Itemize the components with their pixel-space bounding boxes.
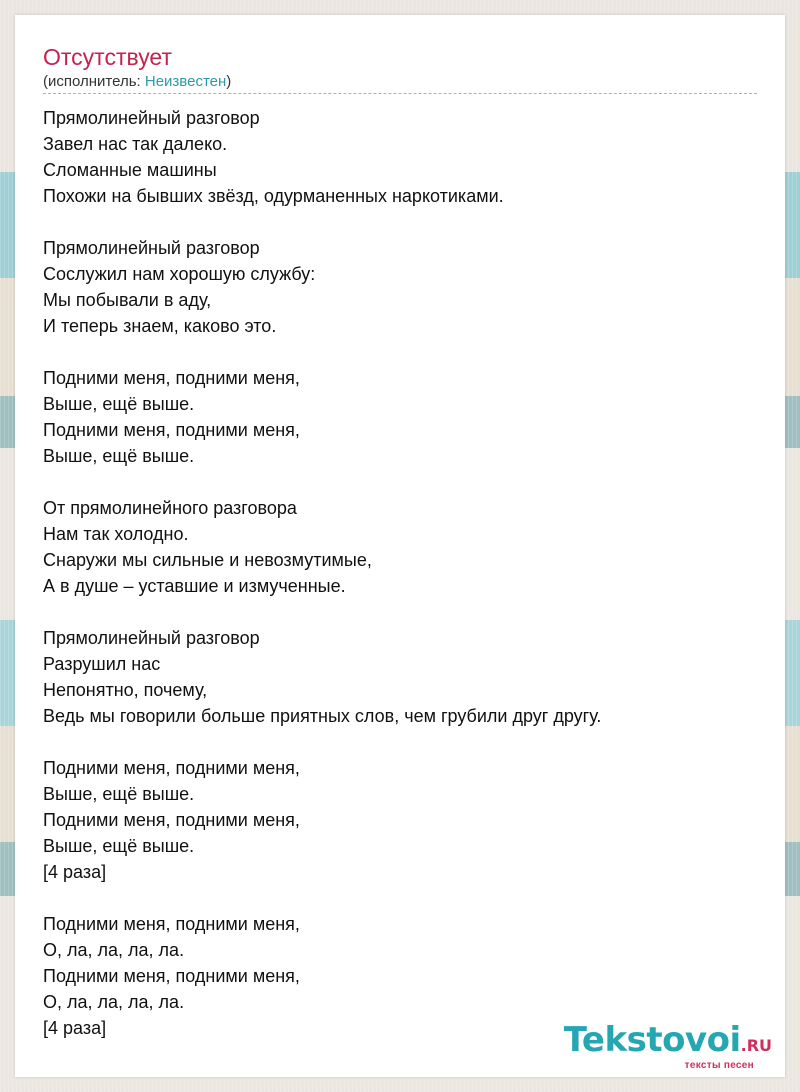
lyric-line: Прямолинейный разговор [43,108,260,128]
lyric-line: Прямолинейный разговор [43,238,260,258]
lyric-line: Непонятно, почему, [43,680,208,700]
lyric-line: Завел нас так далеко. [43,134,228,154]
stanza-break [43,209,601,235]
lyric-line: Подними меня, подними меня, [43,914,300,934]
lyrics-text [43,105,601,1041]
lyric-line: Подними меня, подними меня, [43,758,300,778]
lyric-line: Мы побывали в аду, [43,290,212,310]
lyric-line: Сослужил нам хорошую службу: [43,264,316,284]
lyric-line: Подними меня, подними меня, [43,810,300,830]
lyric-line: О, ла, ла, ла, ла. [43,992,185,1012]
site-logo[interactable] [564,1022,772,1072]
lyric-line: Ведь мы говорили больше приятных слов, чем грубили друг другу. [43,706,602,726]
performer-prefix: (исполнитель: [43,73,145,90]
lyric-line: Подними меня, подними меня, [43,368,300,388]
stanza-break [43,469,601,495]
lyric-line: Выше, ещё выше. [43,784,195,804]
lyric-line: Прямолинейный разговор [43,628,260,648]
lyric-line: [4 раза] [43,862,107,882]
lyric-line: Разрушил нас [43,654,161,674]
lyric-line: От прямолинейного разговора [43,498,297,518]
lyric-line: Похожи на бывших звёзд, одурманенных наркотиками. [43,186,504,206]
performer-link[interactable]: Неизвестен [144,73,227,90]
performer-suffix: ) [226,73,232,90]
performer-line [43,73,231,91]
logo-wordmark [564,1022,772,1064]
lyric-line: О, ла, ла, ла, ла. [43,940,185,960]
lyric-line: А в душе – уставшие и измученные. [43,576,346,596]
lyric-line: Снаружи мы сильные и невозмутимые, [43,550,372,570]
lyric-line: Выше, ещё выше. [43,836,195,856]
logo-tagline: тексты песен [684,1060,754,1071]
header-divider [43,93,757,94]
logo-name: Tekstovoi [563,1020,741,1060]
lyric-line: Сломанные машины [43,160,217,180]
stanza-break [43,729,601,755]
stanza-break [43,885,601,911]
lyric-line: Подними меня, подними меня, [43,420,300,440]
lyric-line: Выше, ещё выше. [43,394,195,414]
lyric-line: Выше, ещё выше. [43,446,195,466]
lyric-line: Подними меня, подними меня, [43,966,300,986]
stanza-break [43,599,601,625]
lyric-line: Нам так холодно. [43,524,189,544]
song-title: Отсутствует [43,44,172,70]
stanza-break [43,339,601,365]
lyric-line: И теперь знаем, каково это. [43,316,277,336]
logo-tld: .RU [740,1036,772,1055]
lyric-line: [4 раза] [43,1018,107,1038]
